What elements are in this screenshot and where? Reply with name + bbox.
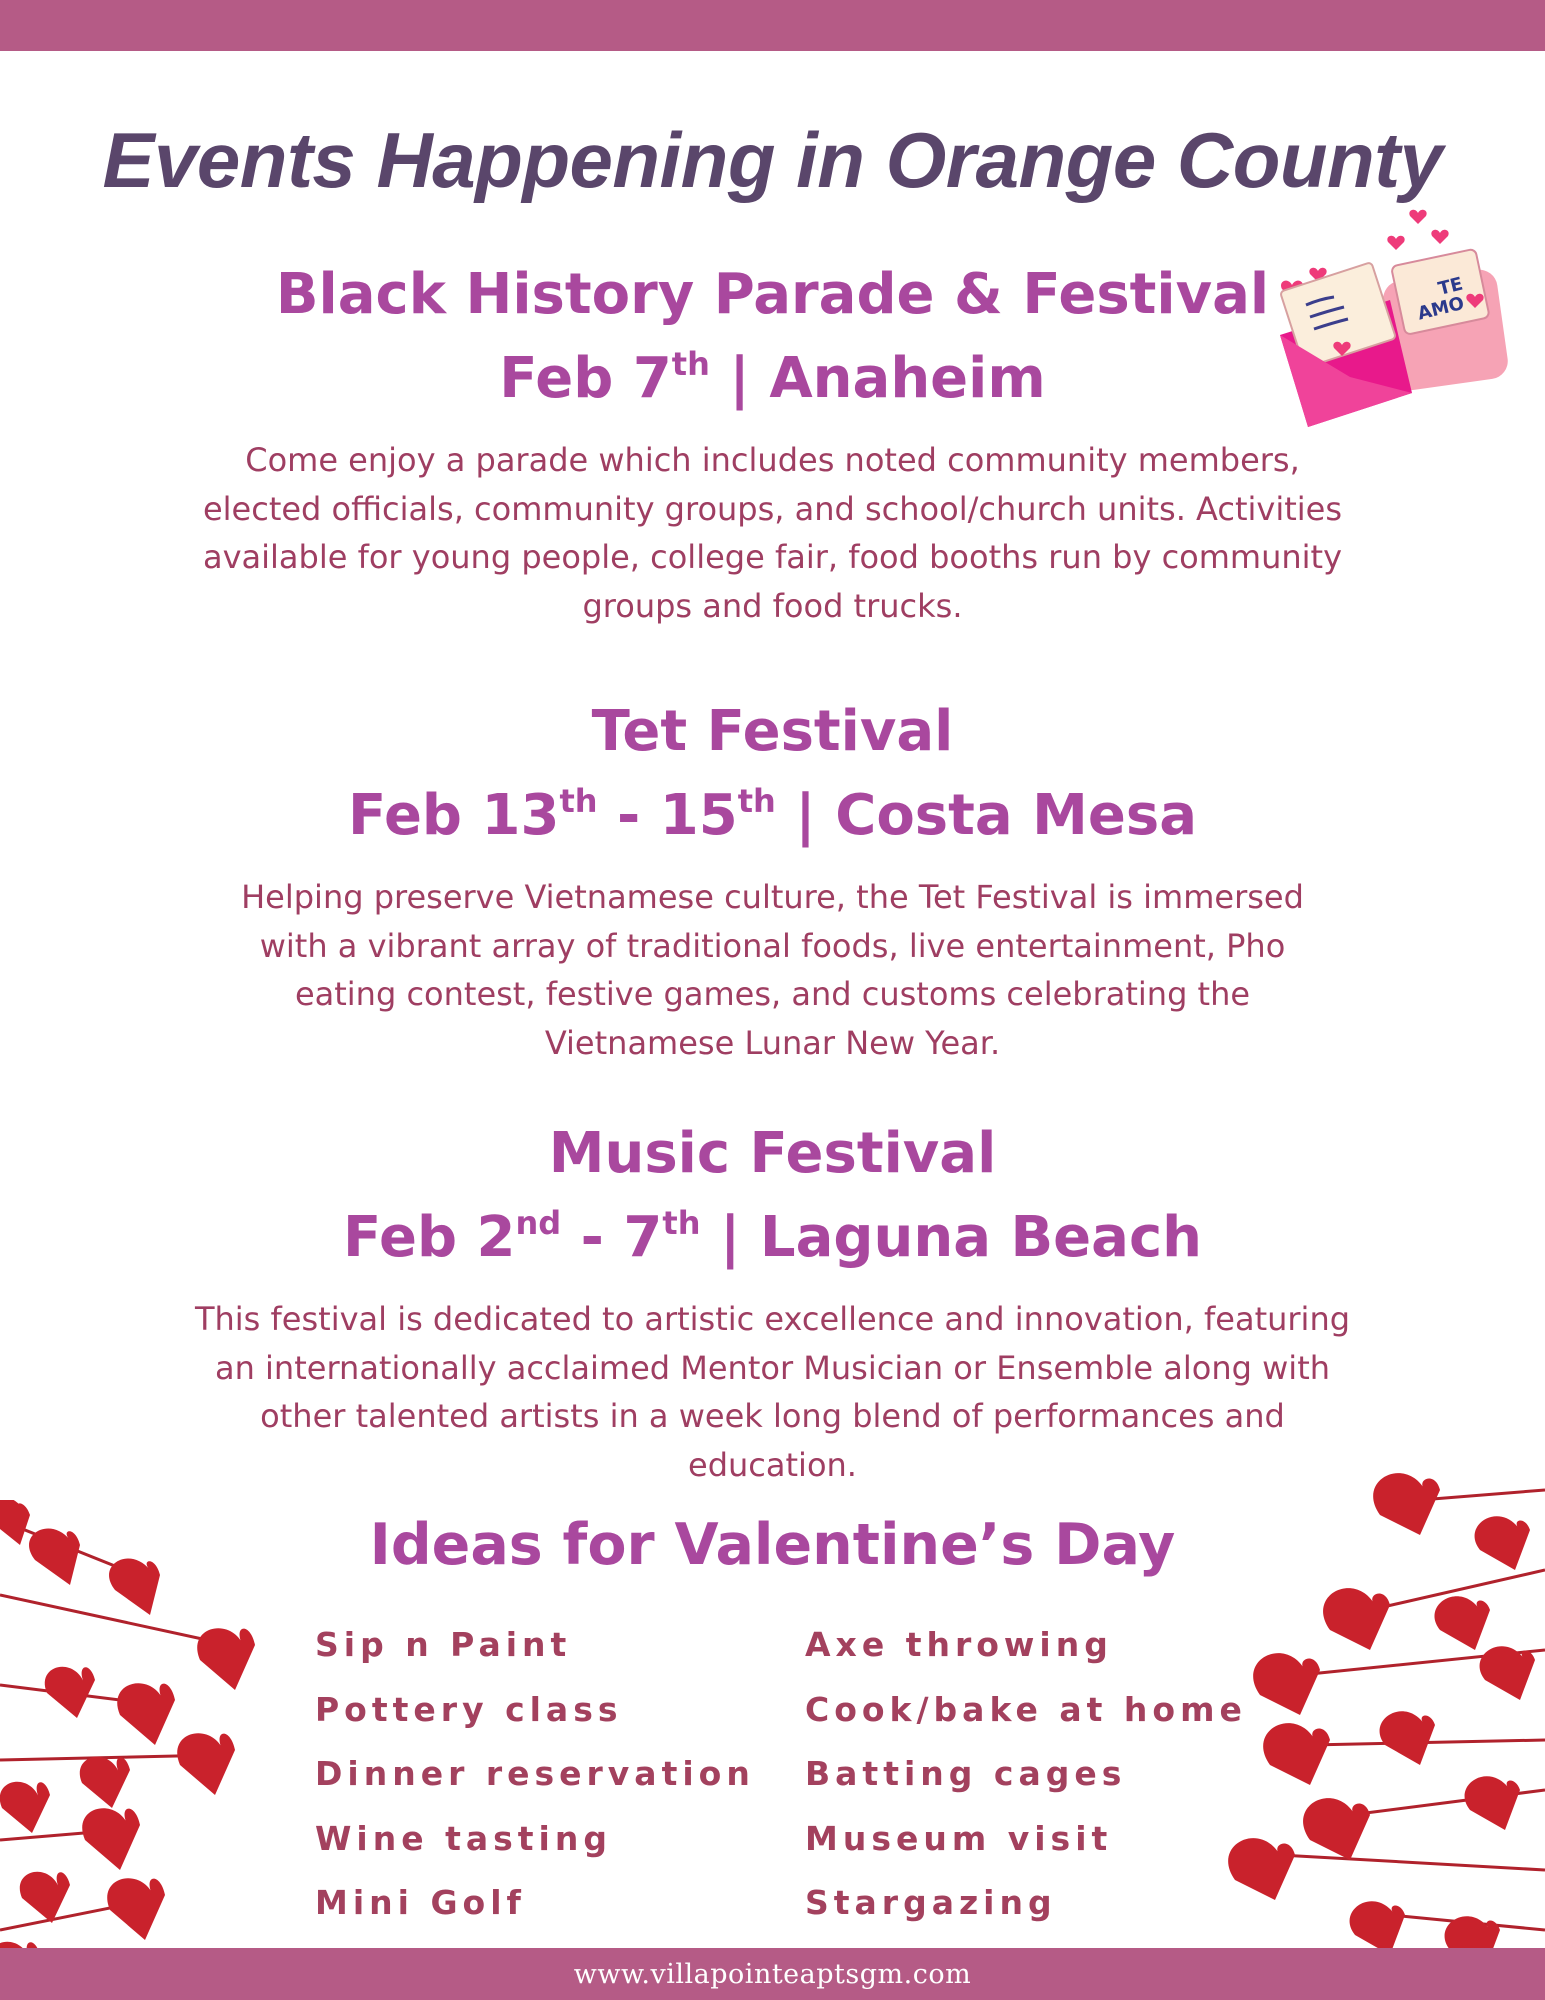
event-title: Black History Parade & Festival bbox=[275, 262, 1270, 327]
event-title: Tet Festival bbox=[591, 699, 954, 764]
heart-icon bbox=[107, 1878, 165, 1940]
bottom-band bbox=[0, 1948, 1545, 2000]
event-date-location: Feb 2nd - 7th | Laguna Beach bbox=[342, 1204, 1203, 1270]
envelope-text-1: TE bbox=[1436, 273, 1466, 300]
heart-icon bbox=[0, 1782, 50, 1833]
idea-item: Stargazing bbox=[805, 1883, 1057, 1922]
event-tet-festival bbox=[0, 690, 1545, 1067]
event-description: Helping preserve Vietnamese culture, the Tet Festival is immersed with a vibrant array of traditional foods, live entertainment, Pho eating contest, festive games, and customs celebrating the Vietnamese Lunar New Year. bbox=[241, 878, 1304, 1062]
page-title: Events Happening in Orange County bbox=[102, 116, 1443, 204]
event-description: This festival is dedicated to artistic excellence and innovation, featuring an internationally acclaimed Mentor Musician or Ensemble along with other talented artists in a week long blend of performances and education. bbox=[194, 1300, 1351, 1484]
envelope-text-2: AMO bbox=[1415, 292, 1467, 325]
top-band bbox=[0, 0, 1545, 51]
heart-icon bbox=[117, 1683, 175, 1745]
idea-item: Axe throwing bbox=[805, 1625, 1113, 1664]
heart-icon bbox=[1323, 1588, 1390, 1650]
heart-icon bbox=[1435, 1596, 1490, 1650]
heart-icon bbox=[177, 1733, 235, 1795]
idea-item: Wine tasting bbox=[315, 1818, 612, 1858]
event-description: Come enjoy a parade which includes noted community members, elected officials, community groups, and school/church units. Activities available for young people, college fair, food booths run by community groups and food trucks. bbox=[202, 441, 1343, 625]
website-link[interactable]: www.villapointeaptsgm.com bbox=[573, 1958, 972, 1990]
ideas-heading: Ideas for Valentine’s Day bbox=[369, 1512, 1176, 1578]
idea-item: Mini Golf bbox=[315, 1883, 526, 1922]
event-date-location: Feb 7th | Anaheim bbox=[499, 345, 1046, 411]
event-title: Music Festival bbox=[548, 1121, 997, 1186]
heart-icon bbox=[1253, 1653, 1320, 1715]
ideas-list-right bbox=[805, 1620, 1247, 1943]
heart-icon bbox=[82, 1808, 140, 1870]
idea-item: Pottery class bbox=[315, 1689, 623, 1729]
heart-icon bbox=[1465, 1776, 1520, 1830]
heart-icon bbox=[1350, 1901, 1405, 1955]
idea-item: Cook/bake at home bbox=[805, 1689, 1247, 1729]
heart-icon bbox=[1303, 1798, 1370, 1860]
heart-icon bbox=[1480, 1646, 1535, 1700]
heart-icon bbox=[1263, 1723, 1330, 1785]
heart-icon bbox=[1380, 1711, 1435, 1765]
event-date-location: Feb 13th - 15th | Costa Mesa bbox=[347, 782, 1198, 848]
event-black-history-parade bbox=[0, 253, 1545, 630]
idea-item: Dinner reservation bbox=[315, 1754, 755, 1793]
event-music-festival bbox=[0, 1112, 1545, 1489]
heart-icon bbox=[45, 1667, 95, 1718]
heart-icon bbox=[197, 1628, 255, 1690]
idea-item: Batting cages bbox=[805, 1754, 1127, 1793]
idea-item: Sip n Paint bbox=[315, 1625, 572, 1664]
ideas-list-left bbox=[315, 1620, 755, 1943]
idea-item: Museum visit bbox=[805, 1818, 1113, 1858]
heart-icon bbox=[80, 1757, 130, 1808]
heart-icon bbox=[20, 1872, 70, 1923]
